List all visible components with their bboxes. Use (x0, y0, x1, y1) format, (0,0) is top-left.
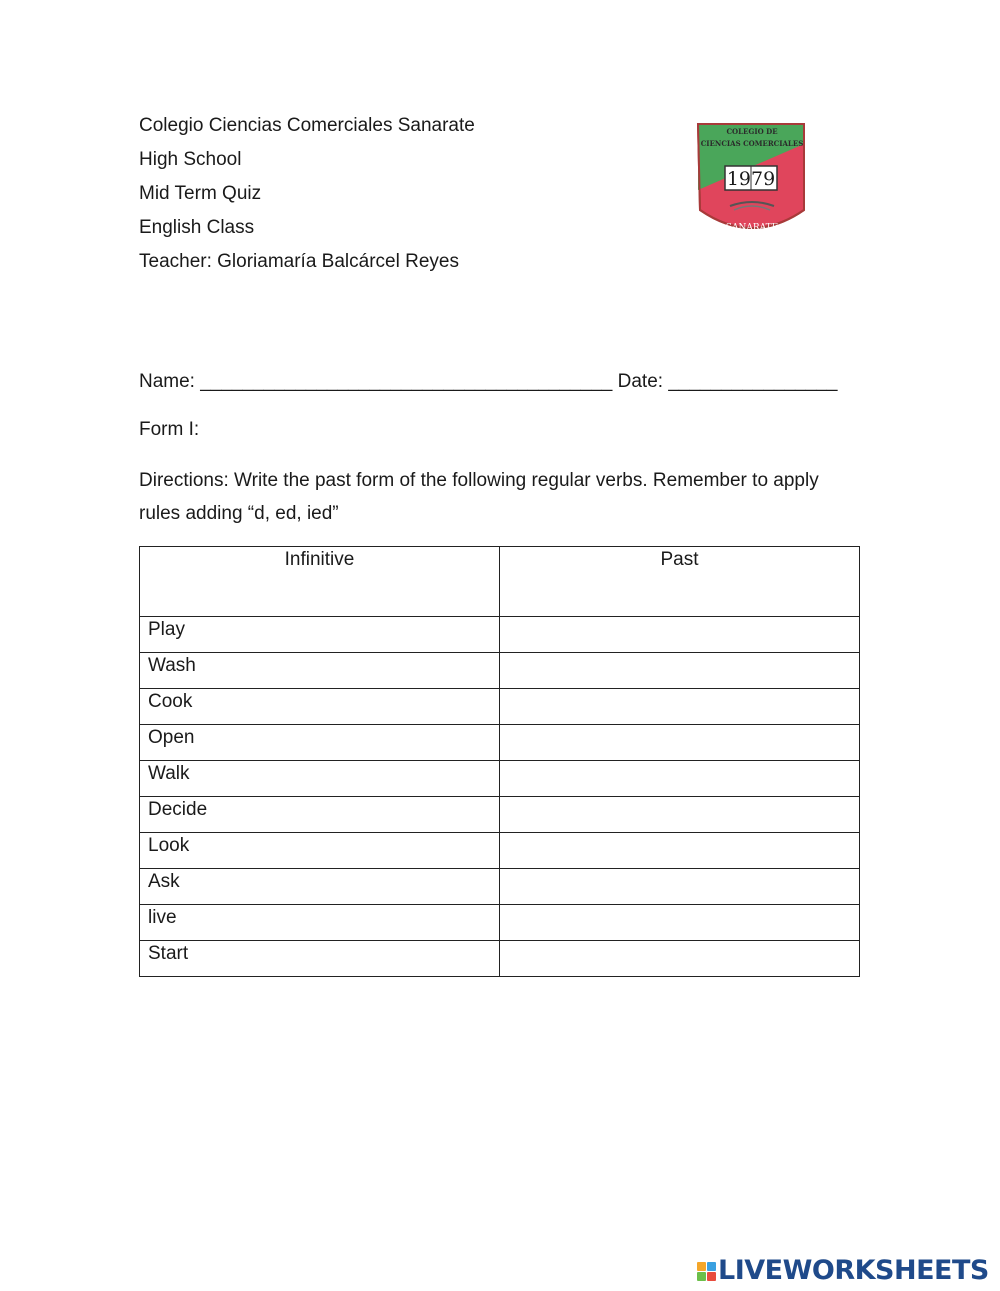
header-block (139, 114, 475, 284)
infinitive-cell: live (140, 905, 500, 941)
table-row (140, 653, 860, 689)
liveworksheets-wordmark: LIVEWORKSHEETS (718, 1255, 989, 1286)
infinitive-cell: Walk (140, 761, 500, 797)
crest-text-top: COLEGIO DE (726, 127, 778, 136)
table-row (140, 869, 860, 905)
exam-title: Mid Term Quiz (139, 183, 262, 204)
name-field[interactable]: _______________________________________ (200, 371, 613, 392)
school-name: Colegio Ciencias Comerciales Sanarate (139, 115, 475, 136)
past-answer-cell[interactable] (500, 689, 860, 725)
teacher-name: Teacher: Gloriamaría Balcárcel Reyes (139, 251, 459, 272)
infinitive-cell: Cook (140, 689, 500, 725)
verbs-table (139, 546, 860, 977)
table-row (140, 689, 860, 725)
table-row (140, 941, 860, 977)
date-label: Date: (617, 371, 664, 392)
infinitive-cell: Wash (140, 653, 500, 689)
past-answer-cell[interactable] (500, 833, 860, 869)
table-row (140, 617, 860, 653)
directions-text: Directions: Write the past form of the following regular verbs. Remember to apply rules adding “d, ed, ied” (139, 470, 819, 524)
infinitive-cell: Look (140, 833, 500, 869)
school-crest-logo (692, 118, 812, 248)
table-row (140, 905, 860, 941)
table-row (140, 761, 860, 797)
name-date-line (139, 371, 837, 393)
past-answer-cell[interactable] (500, 725, 860, 761)
infinitive-cell: Open (140, 725, 500, 761)
school-level: High School (139, 149, 242, 170)
past-answer-cell[interactable] (500, 941, 860, 977)
course-name: English Class (139, 217, 255, 238)
infinitive-cell: Play (140, 617, 500, 653)
crest-year: 1979 (726, 168, 776, 190)
crest-text-bottom: SANARATE (725, 223, 779, 233)
past-answer-cell[interactable] (500, 653, 860, 689)
table-row (140, 725, 860, 761)
form-label: Form I: (139, 419, 200, 440)
infinitive-header: Infinitive (140, 547, 500, 617)
date-field[interactable]: ________________ (668, 371, 838, 392)
table-row (140, 797, 860, 833)
past-answer-cell[interactable] (500, 617, 860, 653)
liveworksheets-brand[interactable] (697, 1256, 989, 1286)
infinitive-cell: Ask (140, 869, 500, 905)
past-answer-cell[interactable] (500, 905, 860, 941)
infinitive-cell: Decide (140, 797, 500, 833)
infinitive-cell: Start (140, 941, 500, 977)
past-header: Past (500, 547, 860, 617)
table-header-row (140, 547, 860, 617)
crest-text-middle: CIENCIAS COMERCIALES (700, 139, 804, 148)
name-label: Name: (139, 371, 195, 392)
liveworksheets-logo-icon (697, 1262, 716, 1281)
table-row (140, 833, 860, 869)
past-answer-cell[interactable] (500, 797, 860, 833)
past-answer-cell[interactable] (500, 869, 860, 905)
past-answer-cell[interactable] (500, 761, 860, 797)
